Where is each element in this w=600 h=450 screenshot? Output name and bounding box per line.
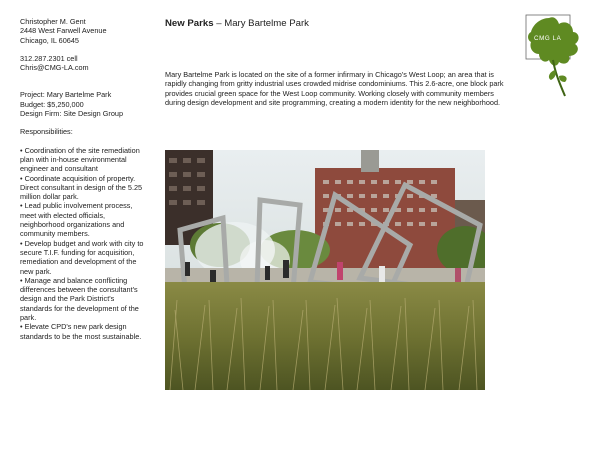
contact-address-line-2: Chicago, IL 60645 bbox=[20, 35, 79, 45]
contact-block bbox=[20, 17, 155, 45]
project-block bbox=[20, 90, 155, 118]
logo-text: CMG LA bbox=[534, 35, 562, 42]
cmg-la-logo bbox=[525, 14, 585, 100]
responsibility-item: • Elevate CPD's new park design standards to be the most sustainable. bbox=[20, 322, 142, 341]
title-section: New Parks bbox=[165, 18, 214, 29]
page-title bbox=[165, 18, 309, 30]
park-photo bbox=[165, 150, 485, 390]
left-column bbox=[20, 17, 155, 341]
project-description: Mary Bartelme Park is located on the site of a former infirmary in Chicago's West Loop; an area that is rapidly changing from gritty industrial uses crowded midrise condominiums. This 2.6-acre, one block park provides crucial green space for the West Loop community. Working closely with community members during design development and site programming, creating a modern identity for the new neighborhood. bbox=[165, 70, 504, 108]
clock-tower bbox=[361, 150, 379, 172]
contact-info-block bbox=[20, 54, 155, 73]
responsibility-item: • Develop budget and work with city to secure T.I.F. funding for acquisition, remediation and development of the new park. bbox=[20, 238, 144, 276]
responsibilities-list bbox=[20, 146, 148, 341]
responsibility-item: • Manage and balance conflicting differences between the consultant's design and the Park District's standards for the development of the park. bbox=[20, 275, 139, 323]
responsibilities-block bbox=[20, 127, 155, 341]
project-budget: Budget: $5,250,000 bbox=[20, 99, 84, 109]
contact-address-line-1: 2448 West Farwell Avenue bbox=[20, 26, 107, 36]
responsibilities-heading: Responsibilities: bbox=[20, 127, 73, 137]
title-park-name: – Mary Bartelme Park bbox=[213, 18, 309, 29]
contact-phone: 312.287.2301 cell bbox=[20, 53, 78, 63]
responsibility-item: • Coordination of the site remediation plan with in-house environmental engineer and consultant bbox=[20, 145, 140, 174]
responsibility-item: • Lead public involvement process, meet with elected officials, neighborhood organizations and community members. bbox=[20, 201, 133, 239]
responsibility-item: • Coordinate acquisition of property. Direct consultant in design of the 5.25 million dollar park. bbox=[20, 173, 143, 202]
contact-name: Christopher M. Gent bbox=[20, 17, 86, 26]
park-photo-illustration bbox=[165, 150, 485, 390]
project-firm: Design Firm: Site Design Group bbox=[20, 109, 124, 119]
contact-email[interactable]: Chris@CMG-LA.com bbox=[20, 63, 89, 73]
leaf-logo-icon bbox=[525, 14, 585, 100]
project-name: Project: Mary Bartelme Park bbox=[20, 90, 112, 100]
